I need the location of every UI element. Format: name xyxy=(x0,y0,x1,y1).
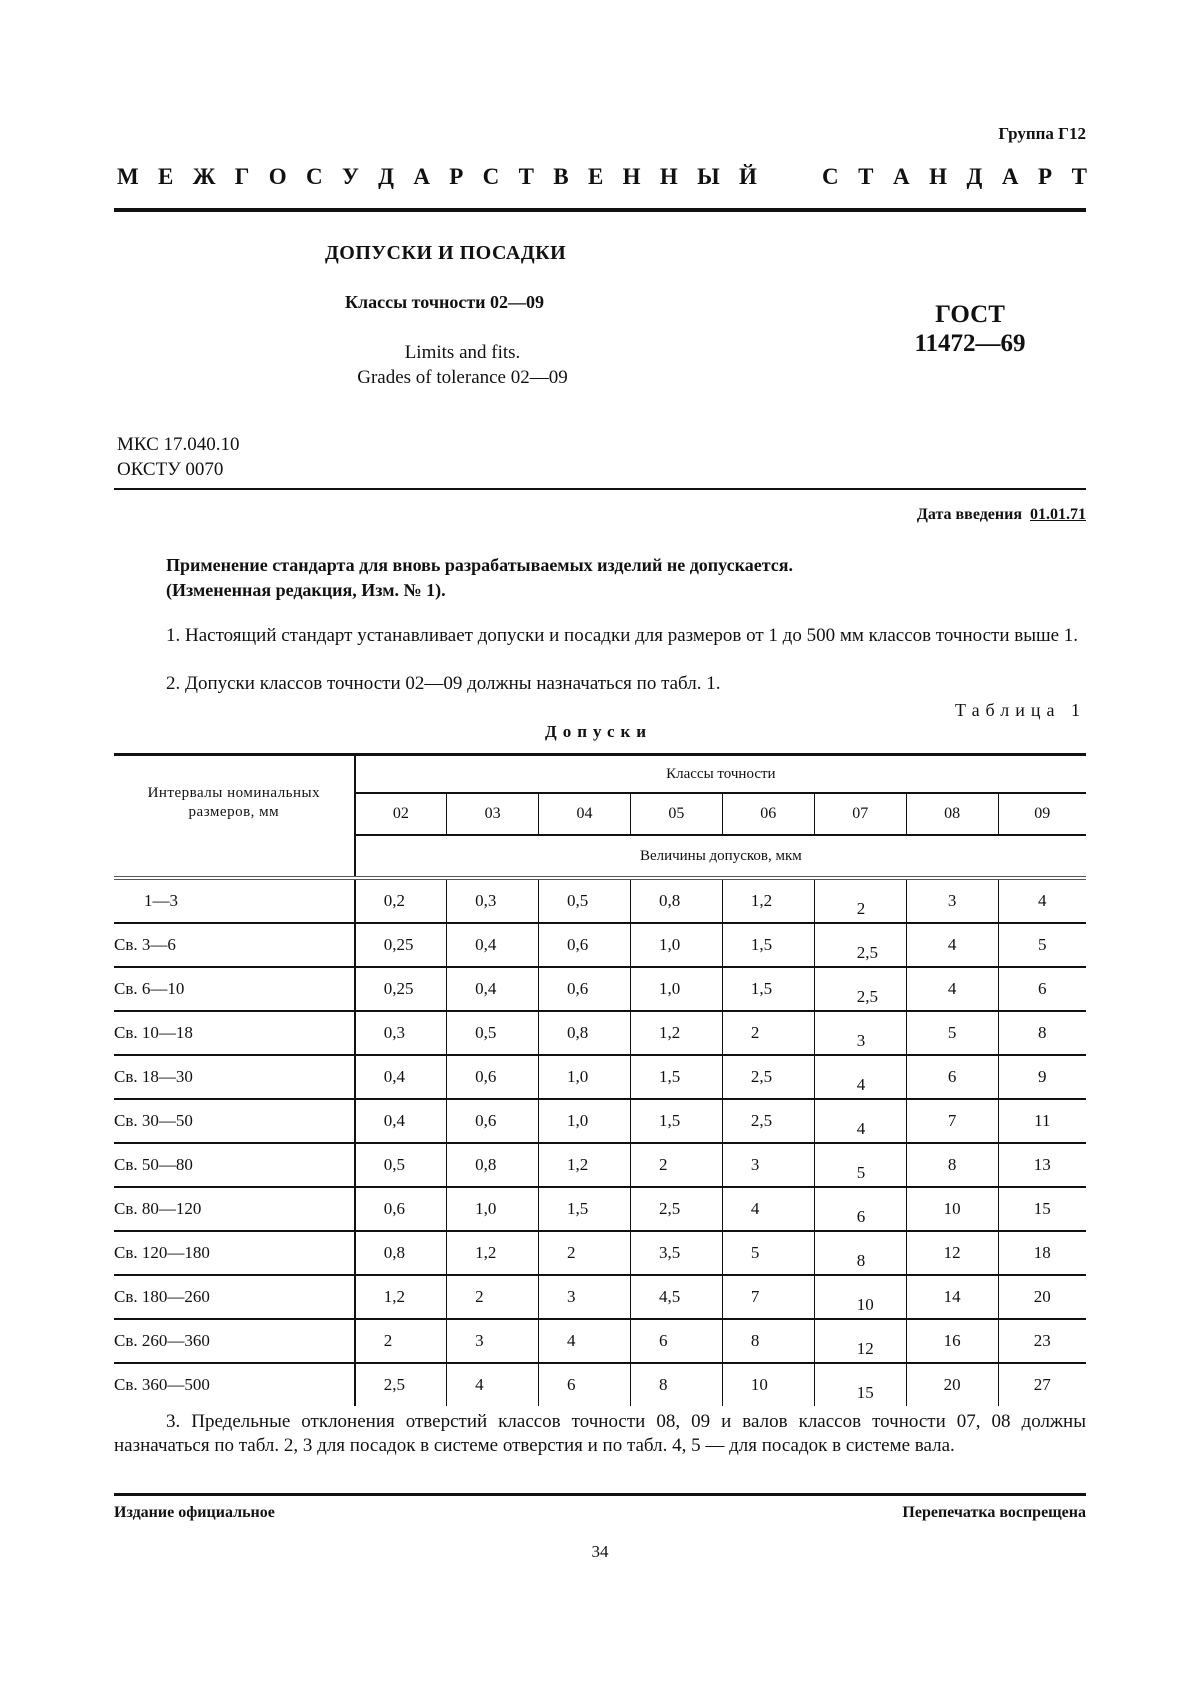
tolerance-cell-04: 0,8 xyxy=(539,1011,631,1055)
tolerance-cell-08: 6 xyxy=(906,1055,998,1099)
tolerance-cell-06: 4 xyxy=(722,1187,814,1231)
column-header-09: 09 xyxy=(998,793,1086,835)
tolerance-cell-09: 8 xyxy=(998,1011,1086,1055)
english-title-line2: Grades of tolerance 02—09 xyxy=(357,367,568,388)
paragraph-1: 1. Настоящий стандарт устанавливает допуски и посадки для размеров от 1 до 500 мм классов точности выше 1. xyxy=(166,625,1079,646)
tolerance-cell-09: 11 xyxy=(998,1099,1086,1143)
tolerance-cell-06: 7 xyxy=(722,1275,814,1319)
tolerance-cell-05: 2,5 xyxy=(630,1187,722,1231)
tolerance-cell-03: 0,3 xyxy=(447,878,539,923)
size-interval: Св. 360—500 xyxy=(114,1363,355,1406)
classification-codes xyxy=(117,432,240,482)
table-row xyxy=(114,1011,1086,1055)
tolerance-cell-03: 1,2 xyxy=(447,1231,539,1275)
tolerance-cell-08: 16 xyxy=(906,1319,998,1363)
tolerance-cell-05: 1,0 xyxy=(630,923,722,967)
footer-rule xyxy=(114,1493,1086,1496)
tolerance-cell-06: 1,2 xyxy=(722,878,814,923)
document-title: ДОПУСКИ И ПОСАДКИ xyxy=(325,242,567,264)
size-interval: Св. 50—80 xyxy=(114,1143,355,1187)
tolerance-cell-07: 3 xyxy=(814,1011,906,1055)
header-rule xyxy=(114,208,1086,212)
size-interval: Св. 3—6 xyxy=(114,923,355,967)
tolerance-cell-08: 14 xyxy=(906,1275,998,1319)
tolerance-cell-07: 4 xyxy=(814,1099,906,1143)
table-title: Допуски xyxy=(545,722,653,741)
gost-code: 11472—69 xyxy=(914,330,1026,357)
codes-rule xyxy=(114,488,1086,490)
usage-notice xyxy=(166,553,793,603)
tolerance-cell-03: 0,5 xyxy=(447,1011,539,1055)
tolerance-cell-05: 6 xyxy=(630,1319,722,1363)
tolerance-cell-02: 1,2 xyxy=(355,1275,447,1319)
tolerance-cell-05: 1,0 xyxy=(630,967,722,1011)
tolerance-cell-04: 6 xyxy=(539,1363,631,1406)
values-header: Величины допусков, мкм xyxy=(355,835,1086,878)
tolerance-cell-09: 15 xyxy=(998,1187,1086,1231)
banner-word-standard: С Т А Н Д А Р Т xyxy=(822,164,1087,189)
tolerance-cell-02: 0,4 xyxy=(355,1099,447,1143)
tolerance-cell-03: 0,6 xyxy=(447,1055,539,1099)
tolerance-cell-08: 10 xyxy=(906,1187,998,1231)
row-header-intervals: Интервалы номинальных размеров, мм xyxy=(114,755,355,879)
table-row xyxy=(114,1055,1086,1099)
tolerance-cell-03: 4 xyxy=(447,1363,539,1406)
size-interval: Св. 80—120 xyxy=(114,1187,355,1231)
page-number: 34 xyxy=(591,1542,609,1561)
table-row xyxy=(114,1143,1086,1187)
size-interval: Св. 260—360 xyxy=(114,1319,355,1363)
tolerance-cell-07: 5 xyxy=(814,1143,906,1187)
english-title-line1: Limits and fits. xyxy=(404,342,521,363)
tolerance-cell-07: 15 xyxy=(814,1363,906,1406)
column-header-06: 06 xyxy=(722,793,814,835)
tolerance-cell-07: 8 xyxy=(814,1231,906,1275)
tolerance-cell-07: 10 xyxy=(814,1275,906,1319)
column-header-05: 05 xyxy=(630,793,722,835)
tolerance-cell-09: 4 xyxy=(998,878,1086,923)
date-value: 01.01.71 xyxy=(1030,506,1086,523)
table-row xyxy=(114,967,1086,1011)
table-row xyxy=(114,1231,1086,1275)
paragraph-2: 2. Допуски классов точности 02—09 должны назначаться по табл. 1. xyxy=(166,673,721,694)
table-number-label: Таблица 1 xyxy=(955,700,1086,720)
table-row xyxy=(114,1099,1086,1143)
notice-line2: (Измененная редакция, Изм. № 1). xyxy=(166,580,446,600)
tolerance-cell-02: 0,25 xyxy=(355,923,447,967)
tolerance-cell-02: 0,4 xyxy=(355,1055,447,1099)
english-title xyxy=(300,340,625,390)
document-subtitle: Классы точности 02—09 xyxy=(345,292,545,312)
tolerance-cell-02: 2,5 xyxy=(355,1363,447,1406)
mks-code: МКС 17.040.10 xyxy=(117,434,240,455)
tolerance-cell-06: 2,5 xyxy=(722,1055,814,1099)
introduction-date xyxy=(917,506,1086,524)
tolerance-cell-04: 3 xyxy=(539,1275,631,1319)
tolerance-cell-06: 1,5 xyxy=(722,923,814,967)
size-interval: 1—3 xyxy=(114,878,355,923)
tolerance-cell-05: 1,5 xyxy=(630,1055,722,1099)
tolerance-cell-04: 0,6 xyxy=(539,967,631,1011)
tolerance-cell-04: 4 xyxy=(539,1319,631,1363)
reprint-prohibited-label: Перепечатка воспрещена xyxy=(902,1504,1086,1521)
size-interval: Св. 6—10 xyxy=(114,967,355,1011)
tolerance-cell-02: 0,5 xyxy=(355,1143,447,1187)
tolerance-cell-03: 1,0 xyxy=(447,1187,539,1231)
tolerance-cell-09: 9 xyxy=(998,1055,1086,1099)
column-header-02: 02 xyxy=(355,793,447,835)
gost-number xyxy=(880,300,1060,358)
size-interval: Св. 18—30 xyxy=(114,1055,355,1099)
tolerance-cell-05: 8 xyxy=(630,1363,722,1406)
tolerance-cell-09: 23 xyxy=(998,1319,1086,1363)
tolerance-cell-09: 18 xyxy=(998,1231,1086,1275)
tolerance-cell-07: 2,5 xyxy=(814,967,906,1011)
tolerance-cell-08: 5 xyxy=(906,1011,998,1055)
size-interval: Св. 30—50 xyxy=(114,1099,355,1143)
tolerance-cell-05: 0,8 xyxy=(630,878,722,923)
size-interval: Св. 10—18 xyxy=(114,1011,355,1055)
tolerance-cell-08: 4 xyxy=(906,967,998,1011)
tolerance-cell-08: 7 xyxy=(906,1099,998,1143)
standard-banner xyxy=(117,164,1087,190)
tolerance-cell-02: 0,3 xyxy=(355,1011,447,1055)
tolerance-cell-06: 5 xyxy=(722,1231,814,1275)
group-code: Группа Г12 xyxy=(998,124,1086,143)
column-header-08: 08 xyxy=(906,793,998,835)
tolerance-cell-08: 20 xyxy=(906,1363,998,1406)
tolerance-cell-08: 4 xyxy=(906,923,998,967)
tolerance-cell-07: 6 xyxy=(814,1187,906,1231)
tolerance-cell-03: 0,4 xyxy=(447,923,539,967)
tolerance-cell-05: 2 xyxy=(630,1143,722,1187)
tolerance-cell-03: 0,8 xyxy=(447,1143,539,1187)
tolerance-cell-06: 2,5 xyxy=(722,1099,814,1143)
table-row xyxy=(114,878,1086,923)
tolerance-cell-06: 8 xyxy=(722,1319,814,1363)
tolerance-cell-02: 0,6 xyxy=(355,1187,447,1231)
tolerance-cell-05: 1,2 xyxy=(630,1011,722,1055)
tolerance-cell-05: 4,5 xyxy=(630,1275,722,1319)
tolerance-cell-09: 20 xyxy=(998,1275,1086,1319)
classes-header: Классы точности xyxy=(355,755,1086,794)
paragraph-3: 3. Предельные отклонения отверстий классов точности 08, 09 и валов классов точности 07, 08 должны назначаться по табл. 2, 3 для посадок в системе отверстия и по табл. 4, 5 — для посадок в системе вала. xyxy=(114,1411,1086,1456)
tolerance-cell-09: 6 xyxy=(998,967,1086,1011)
table-row xyxy=(114,1319,1086,1363)
notice-line1: Применение стандарта для вновь разрабатываемых изделий не допускается. xyxy=(166,555,793,575)
tolerance-cell-08: 3 xyxy=(906,878,998,923)
tolerance-cell-09: 5 xyxy=(998,923,1086,967)
tolerance-cell-04: 2 xyxy=(539,1231,631,1275)
table-row xyxy=(114,1363,1086,1406)
tolerance-cell-06: 1,5 xyxy=(722,967,814,1011)
tolerance-cell-06: 10 xyxy=(722,1363,814,1406)
table-row xyxy=(114,923,1086,967)
banner-word-interstate: М Е Ж Г О С У Д А Р С Т В Е Н Н Ы Й xyxy=(117,164,757,189)
gost-label: ГОСТ xyxy=(935,301,1005,328)
tolerance-cell-05: 3,5 xyxy=(630,1231,722,1275)
tolerance-cell-02: 0,2 xyxy=(355,878,447,923)
tolerance-cell-09: 13 xyxy=(998,1143,1086,1187)
column-header-04: 04 xyxy=(539,793,631,835)
tolerance-cell-08: 12 xyxy=(906,1231,998,1275)
tolerance-table xyxy=(114,753,1086,1406)
tolerance-cell-04: 1,2 xyxy=(539,1143,631,1187)
tolerance-cell-03: 0,6 xyxy=(447,1099,539,1143)
official-edition-label: Издание официальное xyxy=(114,1504,275,1521)
okstu-code: ОКСТУ 0070 xyxy=(117,459,224,480)
tolerance-cell-02: 0,25 xyxy=(355,967,447,1011)
tolerance-cell-07: 4 xyxy=(814,1055,906,1099)
tolerance-cell-04: 1,0 xyxy=(539,1055,631,1099)
tolerance-cell-04: 1,0 xyxy=(539,1099,631,1143)
tolerance-cell-07: 12 xyxy=(814,1319,906,1363)
tolerance-cell-02: 2 xyxy=(355,1319,447,1363)
tolerance-cell-03: 0,4 xyxy=(447,967,539,1011)
tolerance-cell-07: 2,5 xyxy=(814,923,906,967)
tolerance-cell-06: 2 xyxy=(722,1011,814,1055)
date-label: Дата введения xyxy=(916,506,1022,523)
tolerance-cell-02: 0,8 xyxy=(355,1231,447,1275)
column-header-03: 03 xyxy=(447,793,539,835)
tolerance-cell-04: 1,5 xyxy=(539,1187,631,1231)
tolerance-cell-03: 2 xyxy=(447,1275,539,1319)
tolerance-cell-08: 8 xyxy=(906,1143,998,1187)
tolerance-cell-04: 0,6 xyxy=(539,923,631,967)
table-row xyxy=(114,1275,1086,1319)
table-row xyxy=(114,1187,1086,1231)
tolerance-cell-06: 3 xyxy=(722,1143,814,1187)
tolerance-cell-05: 1,5 xyxy=(630,1099,722,1143)
size-interval: Св. 180—260 xyxy=(114,1275,355,1319)
tolerance-cell-07: 2 xyxy=(814,878,906,923)
tolerance-cell-03: 3 xyxy=(447,1319,539,1363)
tolerance-cell-04: 0,5 xyxy=(539,878,631,923)
size-interval: Св. 120—180 xyxy=(114,1231,355,1275)
tolerance-cell-09: 27 xyxy=(998,1363,1086,1406)
column-header-07: 07 xyxy=(814,793,906,835)
